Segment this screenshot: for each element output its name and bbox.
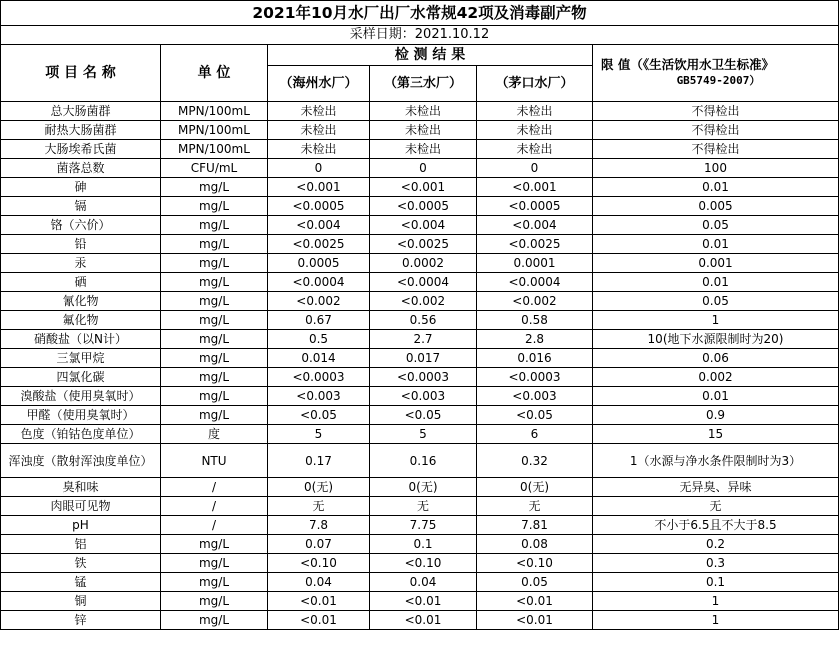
value-haizhou: 0.0005 [268,254,370,273]
value-haizhou: <0.10 [268,554,370,573]
item-name: 甲醛（使用臭氧时） [1,406,161,425]
unit: mg/L [161,573,268,592]
table-row [1,444,839,478]
unit: mg/L [161,292,268,311]
item-name: 锰 [1,573,161,592]
header-limit-line2: GB5749-2007） [676,74,761,87]
item-name: 四氯化碳 [1,368,161,387]
value-maokou: <0.0004 [477,273,593,292]
item-name: 硝酸盐（以N计） [1,330,161,349]
unit: / [161,497,268,516]
table-row [1,292,839,311]
unit: mg/L [161,406,268,425]
item-name: 氰化物 [1,292,161,311]
table-row [1,497,839,516]
value-third: 0.017 [370,349,477,368]
limit-value: 无异臭、异味 [593,478,839,497]
item-name: 耐热大肠菌群 [1,121,161,140]
header-plant-haizhou: （海州水厂） [268,66,370,102]
value-third: 7.75 [370,516,477,535]
header-row-1 [1,45,839,66]
item-name: 大肠埃希氏菌 [1,140,161,159]
table-row [1,425,839,444]
value-haizhou: <0.05 [268,406,370,425]
value-third: 无 [370,497,477,516]
limit-value: 15 [593,425,839,444]
item-name: 铝 [1,535,161,554]
item-name: 色度（铂钴色度单位） [1,425,161,444]
limit-value: 0.005 [593,197,839,216]
value-third: 0.56 [370,311,477,330]
unit: mg/L [161,368,268,387]
header-plant-maokou: （茅口水厂） [477,66,593,102]
table-row [1,554,839,573]
limit-value: 0.01 [593,235,839,254]
value-haizhou: 0.014 [268,349,370,368]
value-third: 0.04 [370,573,477,592]
limit-value: 无 [593,497,839,516]
header-item-name: 项 目 名 称 [1,45,161,102]
value-third: <0.01 [370,611,477,630]
item-name: 菌落总数 [1,159,161,178]
value-third: 未检出 [370,140,477,159]
limit-value: 不得检出 [593,140,839,159]
unit: MPN/100mL [161,121,268,140]
value-haizhou: 未检出 [268,121,370,140]
date-row [1,26,839,45]
limit-value: 0.01 [593,178,839,197]
item-name: 总大肠菌群 [1,102,161,121]
header-limit-line1: 限 值（《生活饮用水卫生标准》 [601,57,775,72]
limit-value: 1（水源与净水条件限制时为3） [593,444,839,478]
value-maokou: 0.05 [477,573,593,592]
value-haizhou: 0 [268,159,370,178]
value-maokou: <0.01 [477,592,593,611]
header-results: 检 测 结 果 [268,45,593,66]
value-third: 0.16 [370,444,477,478]
sample-date: 采样日期：2021.10.12 [1,26,839,45]
value-maokou: 0.0001 [477,254,593,273]
table-row [1,273,839,292]
value-third: <0.0003 [370,368,477,387]
value-maokou: 未检出 [477,140,593,159]
table-row [1,349,839,368]
title-row [1,1,839,26]
value-maokou: 未检出 [477,102,593,121]
unit: mg/L [161,216,268,235]
value-third: 未检出 [370,102,477,121]
value-haizhou: 5 [268,425,370,444]
value-maokou: <0.0005 [477,197,593,216]
limit-value: 0.01 [593,273,839,292]
limit-value: 不得检出 [593,121,839,140]
limit-value: 1 [593,311,839,330]
unit: MPN/100mL [161,102,268,121]
unit: mg/L [161,330,268,349]
item-name: 肉眼可见物 [1,497,161,516]
table-row [1,121,839,140]
unit: mg/L [161,349,268,368]
table-row [1,478,839,497]
value-haizhou: 0.67 [268,311,370,330]
value-maokou: <0.004 [477,216,593,235]
unit: NTU [161,444,268,478]
value-haizhou: 0.07 [268,535,370,554]
unit: mg/L [161,235,268,254]
value-third: <0.0025 [370,235,477,254]
table-row [1,573,839,592]
unit: mg/L [161,254,268,273]
table-row [1,140,839,159]
value-haizhou: <0.0005 [268,197,370,216]
header-limit [593,45,839,102]
table-row [1,178,839,197]
report-title: 2021年10月水厂出厂水常规42项及消毒副产物 [1,1,839,26]
value-haizhou: 未检出 [268,102,370,121]
limit-value: 不得检出 [593,102,839,121]
value-haizhou: <0.001 [268,178,370,197]
limit-value: 0.05 [593,292,839,311]
value-third: 0.0002 [370,254,477,273]
value-third: <0.0004 [370,273,477,292]
value-haizhou: <0.0025 [268,235,370,254]
limit-value: 1 [593,592,839,611]
table-row [1,235,839,254]
value-maokou: 6 [477,425,593,444]
table-row [1,535,839,554]
value-third: <0.0005 [370,197,477,216]
limit-value: 100 [593,159,839,178]
unit: mg/L [161,535,268,554]
unit: mg/L [161,387,268,406]
value-third: <0.01 [370,592,477,611]
value-maokou: <0.003 [477,387,593,406]
limit-value: 0.05 [593,216,839,235]
item-name: 浑浊度（散射浑浊度单位） [1,444,161,478]
value-haizhou: <0.01 [268,592,370,611]
item-name: 三氯甲烷 [1,349,161,368]
item-name: pH [1,516,161,535]
value-haizhou: <0.004 [268,216,370,235]
value-maokou: <0.10 [477,554,593,573]
value-maokou: <0.002 [477,292,593,311]
value-third: 0 [370,159,477,178]
value-haizhou: 7.8 [268,516,370,535]
value-third: 2.7 [370,330,477,349]
value-maokou: 0(无) [477,478,593,497]
value-third: <0.002 [370,292,477,311]
value-maokou: 2.8 [477,330,593,349]
value-third: 未检出 [370,121,477,140]
limit-value: 1 [593,611,839,630]
limit-value: 不小于6.5且不大于8.5 [593,516,839,535]
unit: mg/L [161,611,268,630]
limit-value: 0.002 [593,368,839,387]
table-row [1,159,839,178]
value-third: 5 [370,425,477,444]
table-row [1,368,839,387]
value-maokou: 0.016 [477,349,593,368]
value-third: <0.003 [370,387,477,406]
value-maokou: 0.08 [477,535,593,554]
table-row [1,611,839,630]
limit-value: 0.9 [593,406,839,425]
value-maokou: <0.0025 [477,235,593,254]
value-maokou: <0.001 [477,178,593,197]
limit-value: 0.01 [593,387,839,406]
unit: 度 [161,425,268,444]
value-haizhou: <0.01 [268,611,370,630]
unit: CFU/mL [161,159,268,178]
limit-value: 0.06 [593,349,839,368]
value-haizhou: <0.0004 [268,273,370,292]
value-third: <0.001 [370,178,477,197]
table-row [1,592,839,611]
value-haizhou: 0.5 [268,330,370,349]
value-maokou: 0.58 [477,311,593,330]
value-maokou: <0.05 [477,406,593,425]
limit-value: 0.1 [593,573,839,592]
table-body [1,1,839,630]
unit: / [161,516,268,535]
limit-value: 10(地下水源限制时为20) [593,330,839,349]
value-haizhou: 无 [268,497,370,516]
value-haizhou: <0.0003 [268,368,370,387]
item-name: 铬（六价） [1,216,161,235]
table-row [1,254,839,273]
table-row [1,216,839,235]
value-haizhou: 未检出 [268,140,370,159]
item-name: 硒 [1,273,161,292]
value-haizhou: 0.17 [268,444,370,478]
value-maokou: <0.01 [477,611,593,630]
header-plant-third: （第三水厂） [370,66,477,102]
value-maokou: 0.32 [477,444,593,478]
table-row [1,406,839,425]
unit: mg/L [161,554,268,573]
table-row [1,516,839,535]
item-name: 氟化物 [1,311,161,330]
item-name: 溴酸盐（使用臭氧时） [1,387,161,406]
value-haizhou: 0.04 [268,573,370,592]
header-unit: 单 位 [161,45,268,102]
value-maokou: 7.81 [477,516,593,535]
value-maokou: <0.0003 [477,368,593,387]
item-name: 臭和味 [1,478,161,497]
unit: mg/L [161,311,268,330]
value-third: <0.10 [370,554,477,573]
item-name: 铜 [1,592,161,611]
unit: mg/L [161,197,268,216]
unit: / [161,478,268,497]
unit: mg/L [161,178,268,197]
unit: MPN/100mL [161,140,268,159]
value-third: <0.05 [370,406,477,425]
item-name: 铁 [1,554,161,573]
limit-value: 0.3 [593,554,839,573]
value-haizhou: 0(无) [268,478,370,497]
item-name: 锌 [1,611,161,630]
table-row [1,197,839,216]
unit: mg/L [161,273,268,292]
item-name: 汞 [1,254,161,273]
item-name: 铅 [1,235,161,254]
value-third: 0(无) [370,478,477,497]
unit: mg/L [161,592,268,611]
value-third: 0.1 [370,535,477,554]
value-third: <0.004 [370,216,477,235]
value-maokou: 无 [477,497,593,516]
table-row [1,311,839,330]
limit-value: 0.2 [593,535,839,554]
value-maokou: 0 [477,159,593,178]
item-name: 镉 [1,197,161,216]
table-row [1,387,839,406]
value-haizhou: <0.002 [268,292,370,311]
limit-value: 0.001 [593,254,839,273]
value-haizhou: <0.003 [268,387,370,406]
table-row [1,330,839,349]
table-row [1,102,839,121]
item-name: 砷 [1,178,161,197]
value-maokou: 未检出 [477,121,593,140]
